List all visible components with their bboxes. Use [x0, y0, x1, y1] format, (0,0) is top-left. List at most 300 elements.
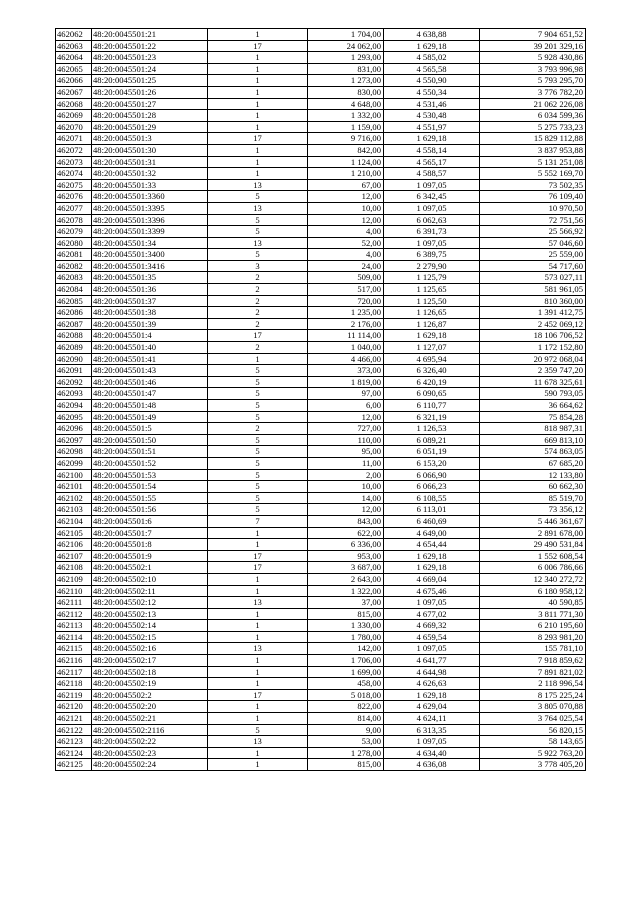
- cadastral-value-cell: 29 490 531,84: [480, 539, 586, 551]
- table-row: [56, 585, 586, 597]
- table-row: [56, 52, 586, 64]
- category-cell: 13: [208, 597, 308, 609]
- cadastral-number-cell: 48:20:0045501:31: [92, 156, 208, 168]
- table-row: [56, 272, 586, 284]
- area-cell: 5 018,00: [308, 689, 384, 701]
- row-id-cell: 462064: [56, 52, 92, 64]
- category-cell: 1: [208, 121, 308, 133]
- row-id-cell: 462086: [56, 307, 92, 319]
- unit-value-cell: 4 531,46: [384, 98, 480, 110]
- unit-value-cell: 6 062,63: [384, 214, 480, 226]
- cadastral-number-cell: 48:20:0045502:16: [92, 643, 208, 655]
- table-row: [56, 701, 586, 713]
- cadastral-value-cell: 155 781,10: [480, 643, 586, 655]
- unit-value-cell: 4 565,17: [384, 156, 480, 168]
- cadastral-number-cell: 48:20:0045502:12: [92, 597, 208, 609]
- cadastral-value-cell: 669 813,10: [480, 434, 586, 446]
- table-row: [56, 29, 586, 41]
- cadastral-number-cell: 48:20:0045502:22: [92, 736, 208, 748]
- category-cell: 5: [208, 249, 308, 261]
- area-cell: 6,00: [308, 400, 384, 412]
- table-row: [56, 284, 586, 296]
- area-cell: 11 114,00: [308, 330, 384, 342]
- cadastral-value-cell: 7 891 821,02: [480, 666, 586, 678]
- category-cell: 5: [208, 446, 308, 458]
- area-cell: 4 466,00: [308, 353, 384, 365]
- row-id-cell: 462093: [56, 388, 92, 400]
- table-row: [56, 689, 586, 701]
- row-id-cell: 462074: [56, 168, 92, 180]
- category-cell: 1: [208, 747, 308, 759]
- row-id-cell: 462085: [56, 295, 92, 307]
- table-row: [56, 423, 586, 435]
- row-id-cell: 462113: [56, 620, 92, 632]
- cadastral-number-cell: 48:20:0045502:14: [92, 620, 208, 632]
- category-cell: 1: [208, 573, 308, 585]
- row-id-cell: 462095: [56, 411, 92, 423]
- unit-value-cell: 1 097,05: [384, 736, 480, 748]
- table-row: [56, 133, 586, 145]
- area-cell: 97,00: [308, 388, 384, 400]
- area-cell: 1 332,00: [308, 110, 384, 122]
- cadastral-number-cell: 48:20:0045501:23: [92, 52, 208, 64]
- row-id-cell: 462108: [56, 562, 92, 574]
- cadastral-value-cell: 3 811 771,30: [480, 608, 586, 620]
- category-cell: 17: [208, 550, 308, 562]
- area-cell: 1 330,00: [308, 620, 384, 632]
- cadastral-value-cell: 2 118 996,54: [480, 678, 586, 690]
- category-cell: 5: [208, 504, 308, 516]
- cadastral-value-table: [55, 28, 586, 771]
- cadastral-value-cell: 1 552 608,54: [480, 550, 586, 562]
- area-cell: 142,00: [308, 643, 384, 655]
- unit-value-cell: 4 585,02: [384, 52, 480, 64]
- area-cell: 24 062,00: [308, 40, 384, 52]
- area-cell: 1 293,00: [308, 52, 384, 64]
- cadastral-value-cell: 36 664,62: [480, 400, 586, 412]
- cadastral-number-cell: 48:20:0045501:34: [92, 237, 208, 249]
- table-row: [56, 411, 586, 423]
- row-id-cell: 462081: [56, 249, 92, 261]
- table-row: [56, 121, 586, 133]
- cadastral-value-cell: 12 340 272,72: [480, 573, 586, 585]
- category-cell: 5: [208, 388, 308, 400]
- unit-value-cell: 6 066,23: [384, 481, 480, 493]
- cadastral-number-cell: 48:20:0045501:51: [92, 446, 208, 458]
- area-cell: 2 176,00: [308, 318, 384, 330]
- cadastral-number-cell: 48:20:0045501:24: [92, 63, 208, 75]
- row-id-cell: 462062: [56, 29, 92, 41]
- cadastral-number-cell: 48:20:0045501:3396: [92, 214, 208, 226]
- category-cell: 2: [208, 295, 308, 307]
- unit-value-cell: 4 677,02: [384, 608, 480, 620]
- unit-value-cell: 4 624,11: [384, 713, 480, 725]
- cadastral-value-cell: 12 133,80: [480, 469, 586, 481]
- cadastral-number-cell: 48:20:0045501:35: [92, 272, 208, 284]
- unit-value-cell: 6 113,01: [384, 504, 480, 516]
- table-row: [56, 759, 586, 771]
- unit-value-cell: 6 066,90: [384, 469, 480, 481]
- cadastral-value-cell: 5 552 169,70: [480, 168, 586, 180]
- row-id-cell: 462100: [56, 469, 92, 481]
- table-row: [56, 307, 586, 319]
- cadastral-value-cell: 573 027,11: [480, 272, 586, 284]
- unit-value-cell: 6 391,73: [384, 226, 480, 238]
- cadastral-number-cell: 48:20:0045501:39: [92, 318, 208, 330]
- cadastral-value-cell: 3 764 025,54: [480, 713, 586, 725]
- category-cell: 17: [208, 330, 308, 342]
- area-cell: 458,00: [308, 678, 384, 690]
- table-row: [56, 86, 586, 98]
- table-row: [56, 353, 586, 365]
- unit-value-cell: 6 321,19: [384, 411, 480, 423]
- area-cell: 814,00: [308, 713, 384, 725]
- area-cell: 1 273,00: [308, 75, 384, 87]
- row-id-cell: 462122: [56, 724, 92, 736]
- cadastral-number-cell: 48:20:0045502:2: [92, 689, 208, 701]
- cadastral-value-cell: 40 590,85: [480, 597, 586, 609]
- area-cell: 517,00: [308, 284, 384, 296]
- cadastral-value-cell: 5 275 733,23: [480, 121, 586, 133]
- table-row: [56, 492, 586, 504]
- cadastral-number-cell: 48:20:0045501:26: [92, 86, 208, 98]
- cadastral-value-cell: 6 180 958,12: [480, 585, 586, 597]
- cadastral-number-cell: 48:20:0045501:49: [92, 411, 208, 423]
- table-row: [56, 168, 586, 180]
- cadastral-number-cell: 48:20:0045502:13: [92, 608, 208, 620]
- category-cell: 1: [208, 678, 308, 690]
- table-row: [56, 469, 586, 481]
- cadastral-value-cell: 25 566,92: [480, 226, 586, 238]
- cadastral-value-cell: 581 961,05: [480, 284, 586, 296]
- table-row: [56, 40, 586, 52]
- cadastral-value-cell: 10 970,50: [480, 202, 586, 214]
- area-cell: 1 699,00: [308, 666, 384, 678]
- unit-value-cell: 6 051,19: [384, 446, 480, 458]
- unit-value-cell: 1 097,05: [384, 202, 480, 214]
- cadastral-number-cell: 48:20:0045501:25: [92, 75, 208, 87]
- cadastral-number-cell: 48:20:0045501:43: [92, 365, 208, 377]
- row-id-cell: 462123: [56, 736, 92, 748]
- unit-value-cell: 4 588,57: [384, 168, 480, 180]
- area-cell: 3 687,00: [308, 562, 384, 574]
- area-cell: 1 040,00: [308, 342, 384, 354]
- unit-value-cell: 2 279,90: [384, 260, 480, 272]
- cadastral-value-cell: 85 519,70: [480, 492, 586, 504]
- area-cell: 842,00: [308, 144, 384, 156]
- area-cell: 953,00: [308, 550, 384, 562]
- table-row: [56, 539, 586, 551]
- cadastral-number-cell: 48:20:0045501:54: [92, 481, 208, 493]
- area-cell: 1 210,00: [308, 168, 384, 180]
- row-id-cell: 462097: [56, 434, 92, 446]
- unit-value-cell: 4 675,46: [384, 585, 480, 597]
- area-cell: 12,00: [308, 504, 384, 516]
- category-cell: 13: [208, 643, 308, 655]
- cadastral-number-cell: 48:20:0045501:27: [92, 98, 208, 110]
- unit-value-cell: 6 460,69: [384, 515, 480, 527]
- cadastral-number-cell: 48:20:0045502:15: [92, 631, 208, 643]
- row-id-cell: 462107: [56, 550, 92, 562]
- cadastral-number-cell: 48:20:0045502:2116: [92, 724, 208, 736]
- table-row: [56, 144, 586, 156]
- cadastral-number-cell: 48:20:0045501:37: [92, 295, 208, 307]
- unit-value-cell: 4 551,97: [384, 121, 480, 133]
- unit-value-cell: 6 089,21: [384, 434, 480, 446]
- unit-value-cell: 4 638,88: [384, 29, 480, 41]
- category-cell: 5: [208, 492, 308, 504]
- area-cell: 9 716,00: [308, 133, 384, 145]
- table-row: [56, 550, 586, 562]
- unit-value-cell: 4 634,40: [384, 747, 480, 759]
- row-id-cell: 462121: [56, 713, 92, 725]
- table-row: [56, 515, 586, 527]
- area-cell: 831,00: [308, 63, 384, 75]
- row-id-cell: 462069: [56, 110, 92, 122]
- cadastral-number-cell: 48:20:0045501:55: [92, 492, 208, 504]
- category-cell: 2: [208, 272, 308, 284]
- cadastral-number-cell: 48:20:0045502:17: [92, 655, 208, 667]
- category-cell: 1: [208, 539, 308, 551]
- unit-value-cell: 6 090,65: [384, 388, 480, 400]
- category-cell: 1: [208, 620, 308, 632]
- row-id-cell: 462090: [56, 353, 92, 365]
- category-cell: 2: [208, 318, 308, 330]
- table-row: [56, 249, 586, 261]
- row-id-cell: 462104: [56, 515, 92, 527]
- row-id-cell: 462071: [56, 133, 92, 145]
- cadastral-number-cell: 48:20:0045501:52: [92, 457, 208, 469]
- area-cell: 815,00: [308, 608, 384, 620]
- cadastral-value-cell: 3 793 996,98: [480, 63, 586, 75]
- table-row: [56, 643, 586, 655]
- row-id-cell: 462089: [56, 342, 92, 354]
- unit-value-cell: 1 125,50: [384, 295, 480, 307]
- cadastral-number-cell: 48:20:0045501:41: [92, 353, 208, 365]
- row-id-cell: 462080: [56, 237, 92, 249]
- category-cell: 1: [208, 29, 308, 41]
- cadastral-number-cell: 48:20:0045501:3399: [92, 226, 208, 238]
- area-cell: 37,00: [308, 597, 384, 609]
- table-row: [56, 457, 586, 469]
- cadastral-number-cell: 48:20:0045501:9: [92, 550, 208, 562]
- cadastral-value-cell: 25 559,00: [480, 249, 586, 261]
- row-id-cell: 462072: [56, 144, 92, 156]
- table-row: [56, 434, 586, 446]
- category-cell: 13: [208, 179, 308, 191]
- cadastral-value-cell: 39 201 329,16: [480, 40, 586, 52]
- category-cell: 17: [208, 562, 308, 574]
- area-cell: 1 124,00: [308, 156, 384, 168]
- table-row: [56, 504, 586, 516]
- unit-value-cell: 1 629,18: [384, 133, 480, 145]
- row-id-cell: 462092: [56, 376, 92, 388]
- unit-value-cell: 4 558,14: [384, 144, 480, 156]
- row-id-cell: 462063: [56, 40, 92, 52]
- category-cell: 1: [208, 527, 308, 539]
- cadastral-number-cell: 48:20:0045501:48: [92, 400, 208, 412]
- area-cell: 110,00: [308, 434, 384, 446]
- table-row: [56, 747, 586, 759]
- area-cell: 12,00: [308, 191, 384, 203]
- category-cell: 5: [208, 481, 308, 493]
- row-id-cell: 462096: [56, 423, 92, 435]
- row-id-cell: 462106: [56, 539, 92, 551]
- area-cell: 6 336,00: [308, 539, 384, 551]
- area-cell: 1 322,00: [308, 585, 384, 597]
- cadastral-number-cell: 48:20:0045501:21: [92, 29, 208, 41]
- cadastral-number-cell: 48:20:0045502:20: [92, 701, 208, 713]
- category-cell: 1: [208, 655, 308, 667]
- area-cell: 1 159,00: [308, 121, 384, 133]
- cadastral-number-cell: 48:20:0045501:50: [92, 434, 208, 446]
- row-id-cell: 462102: [56, 492, 92, 504]
- area-cell: 12,00: [308, 214, 384, 226]
- area-cell: 720,00: [308, 295, 384, 307]
- table-row: [56, 63, 586, 75]
- category-cell: 1: [208, 759, 308, 771]
- cadastral-number-cell: 48:20:0045502:23: [92, 747, 208, 759]
- category-cell: 17: [208, 133, 308, 145]
- row-id-cell: 462101: [56, 481, 92, 493]
- cadastral-value-cell: 56 820,15: [480, 724, 586, 736]
- category-cell: 5: [208, 434, 308, 446]
- row-id-cell: 462098: [56, 446, 92, 458]
- row-id-cell: 462082: [56, 260, 92, 272]
- row-id-cell: 462087: [56, 318, 92, 330]
- cadastral-value-cell: 1 172 152,80: [480, 342, 586, 354]
- category-cell: 5: [208, 411, 308, 423]
- table-row: [56, 631, 586, 643]
- unit-value-cell: 4 695,94: [384, 353, 480, 365]
- table-row: [56, 562, 586, 574]
- area-cell: 53,00: [308, 736, 384, 748]
- unit-value-cell: 4 550,90: [384, 75, 480, 87]
- area-cell: 95,00: [308, 446, 384, 458]
- cadastral-number-cell: 48:20:0045501:28: [92, 110, 208, 122]
- category-cell: 13: [208, 202, 308, 214]
- cadastral-value-cell: 73 356,12: [480, 504, 586, 516]
- cadastral-value-cell: 54 717,60: [480, 260, 586, 272]
- area-cell: 24,00: [308, 260, 384, 272]
- row-id-cell: 462112: [56, 608, 92, 620]
- cadastral-value-cell: 58 143,65: [480, 736, 586, 748]
- unit-value-cell: 1 127,07: [384, 342, 480, 354]
- area-cell: 9,00: [308, 724, 384, 736]
- cadastral-value-cell: 73 502,35: [480, 179, 586, 191]
- area-cell: 2 643,00: [308, 573, 384, 585]
- cadastral-number-cell: 48:20:0045502:19: [92, 678, 208, 690]
- row-id-cell: 462124: [56, 747, 92, 759]
- table-row: [56, 179, 586, 191]
- row-id-cell: 462119: [56, 689, 92, 701]
- area-cell: 10,00: [308, 481, 384, 493]
- cadastral-value-cell: 5 928 430,86: [480, 52, 586, 64]
- cadastral-value-cell: 2 452 069,12: [480, 318, 586, 330]
- row-id-cell: 462070: [56, 121, 92, 133]
- cadastral-value-cell: 6 034 599,36: [480, 110, 586, 122]
- category-cell: 2: [208, 307, 308, 319]
- unit-value-cell: 6 313,35: [384, 724, 480, 736]
- cadastral-value-cell: 18 106 706,52: [480, 330, 586, 342]
- cadastral-value-cell: 7 904 651,52: [480, 29, 586, 41]
- table-row: [56, 666, 586, 678]
- unit-value-cell: 6 326,40: [384, 365, 480, 377]
- cadastral-number-cell: 48:20:0045502:1: [92, 562, 208, 574]
- unit-value-cell: 1 629,18: [384, 40, 480, 52]
- area-cell: 12,00: [308, 411, 384, 423]
- cadastral-value-cell: 67 685,20: [480, 457, 586, 469]
- table-row: [56, 365, 586, 377]
- unit-value-cell: 1 126,53: [384, 423, 480, 435]
- row-id-cell: 462120: [56, 701, 92, 713]
- row-id-cell: 462079: [56, 226, 92, 238]
- row-id-cell: 462091: [56, 365, 92, 377]
- category-cell: 1: [208, 666, 308, 678]
- category-cell: 17: [208, 689, 308, 701]
- category-cell: 1: [208, 98, 308, 110]
- category-cell: 5: [208, 214, 308, 226]
- area-cell: 4,00: [308, 249, 384, 261]
- unit-value-cell: 4 636,08: [384, 759, 480, 771]
- cadastral-number-cell: 48:20:0045501:47: [92, 388, 208, 400]
- row-id-cell: 462088: [56, 330, 92, 342]
- row-id-cell: 462066: [56, 75, 92, 87]
- table-row: [56, 678, 586, 690]
- category-cell: 13: [208, 736, 308, 748]
- unit-value-cell: 4 644,98: [384, 666, 480, 678]
- cadastral-number-cell: 48:20:0045501:53: [92, 469, 208, 481]
- category-cell: 5: [208, 469, 308, 481]
- cadastral-number-cell: 48:20:0045502:10: [92, 573, 208, 585]
- area-cell: 822,00: [308, 701, 384, 713]
- cadastral-number-cell: 48:20:0045501:5: [92, 423, 208, 435]
- table-row: [56, 214, 586, 226]
- table-row: [56, 527, 586, 539]
- area-cell: 11,00: [308, 457, 384, 469]
- cadastral-number-cell: 48:20:0045501:3: [92, 133, 208, 145]
- cadastral-number-cell: 48:20:0045501:3395: [92, 202, 208, 214]
- area-cell: 622,00: [308, 527, 384, 539]
- category-cell: 5: [208, 376, 308, 388]
- area-cell: 843,00: [308, 515, 384, 527]
- area-cell: 4,00: [308, 226, 384, 238]
- unit-value-cell: 1 125,79: [384, 272, 480, 284]
- table-row: [56, 342, 586, 354]
- category-cell: 1: [208, 701, 308, 713]
- cadastral-value-cell: 6 210 195,60: [480, 620, 586, 632]
- cadastral-number-cell: 48:20:0045501:36: [92, 284, 208, 296]
- unit-value-cell: 4 565,58: [384, 63, 480, 75]
- table-row: [56, 573, 586, 585]
- row-id-cell: 462125: [56, 759, 92, 771]
- area-cell: 830,00: [308, 86, 384, 98]
- row-id-cell: 462099: [56, 457, 92, 469]
- cadastral-value-cell: 1 391 412,75: [480, 307, 586, 319]
- cadastral-value-cell: 20 972 068,04: [480, 353, 586, 365]
- cadastral-number-cell: 48:20:0045501:38: [92, 307, 208, 319]
- cadastral-value-cell: 3 776 782,20: [480, 86, 586, 98]
- row-id-cell: 462118: [56, 678, 92, 690]
- table-row: [56, 98, 586, 110]
- table-body: [56, 29, 586, 771]
- unit-value-cell: 4 669,04: [384, 573, 480, 585]
- table-row: [56, 400, 586, 412]
- row-id-cell: 462117: [56, 666, 92, 678]
- row-id-cell: 462094: [56, 400, 92, 412]
- row-id-cell: 462076: [56, 191, 92, 203]
- cadastral-number-cell: 48:20:0045501:29: [92, 121, 208, 133]
